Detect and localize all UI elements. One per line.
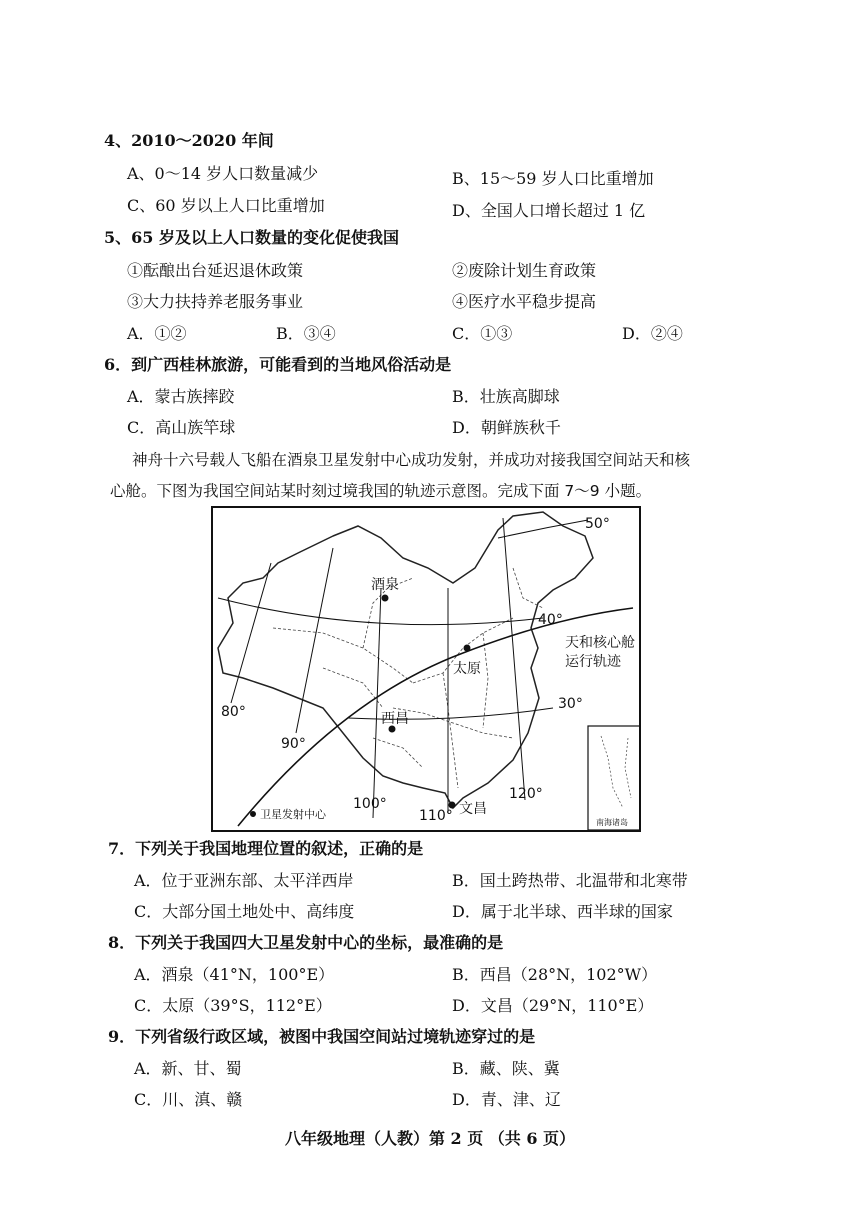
question-4-stem: 4、2010～2020 年间 bbox=[104, 131, 274, 150]
question-8-stem: 8．下列关于我国四大卫星发射中心的坐标，最准确的是 bbox=[108, 933, 504, 952]
q5-option-b: B．③④ bbox=[276, 324, 336, 343]
q6-option-b: B．壮族高脚球 bbox=[452, 387, 560, 406]
label-jiuquan: 酒泉 bbox=[371, 577, 399, 593]
label-lon-80: 80° bbox=[221, 704, 246, 720]
label-orbit-2: 运行轨迹 bbox=[565, 654, 621, 670]
q9-option-b: B．藏、陕、冀 bbox=[452, 1059, 560, 1078]
q6-option-a: A．蒙古族摔跤 bbox=[127, 387, 235, 406]
q7-option-a: A．位于亚洲东部、太平洋西岸 bbox=[134, 871, 354, 890]
label-lon-110: 110° bbox=[419, 808, 453, 824]
china-outline bbox=[218, 512, 593, 808]
latitude-50 bbox=[498, 520, 588, 538]
q5-item-1: ①酝酿出台延迟退休政策 bbox=[127, 261, 304, 280]
inset-box bbox=[588, 726, 639, 830]
label-orbit-1: 天和核心舱 bbox=[565, 635, 635, 651]
q9-option-a: A．新、甘、蜀 bbox=[134, 1059, 242, 1078]
question-5-stem: 5、65 岁及以上人口数量的变化促使我国 bbox=[104, 228, 399, 247]
question-6-stem: 6．到广西桂林旅游，可能看到的当地风俗活动是 bbox=[104, 355, 452, 374]
page-footer: 八年级地理（人教）第 2 页 （共 6 页） bbox=[284, 1129, 576, 1148]
q4-option-d: D、全国人口增长超过 1 亿 bbox=[452, 201, 646, 220]
legend-label: 卫星发射中心 bbox=[260, 808, 326, 821]
label-lat-30: 30° bbox=[558, 696, 583, 712]
label-lat-40: 40° bbox=[538, 612, 563, 628]
latitude-30 bbox=[348, 708, 553, 719]
label-xichang: 西昌 bbox=[381, 711, 409, 727]
q5-option-a: A．①② bbox=[127, 324, 187, 343]
q7-option-b: B．国土跨热带、北温带和北寒带 bbox=[452, 871, 688, 890]
q8-option-b: B．西昌（28°N，102°W） bbox=[452, 965, 658, 984]
q7-option-c: C．大部分国土地处中、高纬度 bbox=[134, 902, 355, 921]
label-lon-90: 90° bbox=[281, 736, 306, 752]
q5-item-2: ②废除计划生育政策 bbox=[452, 261, 597, 280]
q6-option-c: C．高山族竿球 bbox=[127, 418, 236, 437]
intro-line-2: 心舱。下图为我国空间站某时刻过境我国的轨迹示意图。完成下面 7～9 小题。 bbox=[110, 482, 652, 500]
q5-option-d: D．②④ bbox=[622, 324, 683, 343]
label-lon-120: 120° bbox=[509, 786, 543, 802]
label-lat-50: 50° bbox=[585, 516, 610, 532]
q8-option-c: C．太原（39°S，112°E） bbox=[134, 996, 332, 1015]
q8-option-d: D．文昌（29°N，110°E） bbox=[452, 996, 654, 1015]
q5-item-3: ③大力扶持养老服务事业 bbox=[127, 292, 304, 311]
question-7-stem: 7．下列关于我国地理位置的叙述，正确的是 bbox=[108, 839, 424, 858]
q9-option-c: C．川、滇、赣 bbox=[134, 1090, 243, 1109]
label-lon-100: 100° bbox=[353, 796, 387, 812]
q7-option-d: D．属于北半球、西半球的国家 bbox=[452, 902, 673, 921]
q5-item-4: ④医疗水平稳步提高 bbox=[452, 292, 597, 311]
question-9-stem: 9．下列省级行政区域，被图中我国空间站过境轨迹穿过的是 bbox=[108, 1027, 536, 1046]
taiyuan-dot bbox=[464, 645, 471, 652]
inset-label: 南海诸岛 bbox=[596, 818, 628, 827]
legend-dot bbox=[250, 811, 256, 817]
q5-option-c: C．①③ bbox=[452, 324, 513, 343]
intro-line-1: 神舟十六号载人飞船在酒泉卫星发射中心成功发射，并成功对接我国空间站天和核 bbox=[132, 451, 691, 469]
china-orbit-map bbox=[211, 506, 641, 832]
q6-option-d: D．朝鲜族秋千 bbox=[452, 418, 561, 437]
q9-option-d: D．青、津、辽 bbox=[452, 1090, 561, 1109]
longitude-80 bbox=[231, 563, 271, 703]
label-wenchang: 文昌 bbox=[459, 801, 487, 817]
q4-option-a: A、0～14 岁人口数量减少 bbox=[127, 164, 319, 183]
label-taiyuan: 太原 bbox=[453, 661, 481, 677]
jiuquan-dot bbox=[382, 595, 389, 602]
q4-option-c: C、60 岁以上人口比重增加 bbox=[127, 196, 325, 215]
q8-option-a: A．酒泉（41°N，100°E） bbox=[134, 965, 335, 984]
q4-option-b: B、15～59 岁人口比重增加 bbox=[452, 169, 654, 188]
